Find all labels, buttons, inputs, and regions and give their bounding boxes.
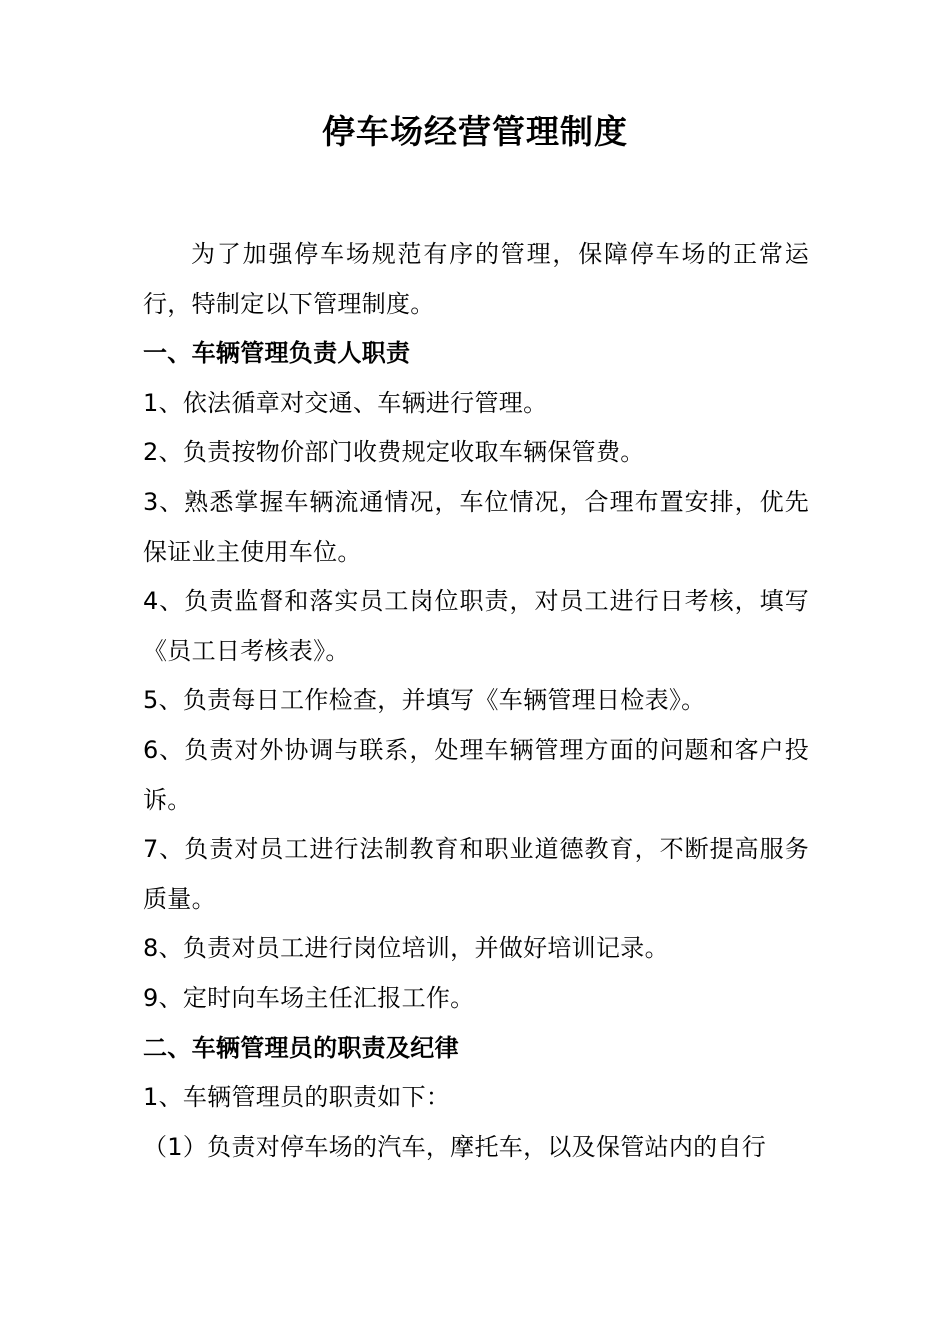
section1-item-8: 8、负责对员工进行岗位培训，并做好培训记录。 [143, 934, 669, 963]
section2-item-1: 1、车辆管理员的职责如下： [143, 1083, 451, 1112]
document-body [143, 230, 809, 1172]
intro-paragraph: 为了加强停车场规范有序的管理，保障停车场的正常运行，特制定以下管理制度。 [143, 240, 809, 318]
document-title: 停车场经营管理制度 [322, 112, 628, 151]
section1-item-7: 7、负责对员工进行法制教育和职业道德教育，不断提高服务质量。 [143, 835, 809, 913]
section1-item-1: 1、依法循章对交通、车辆进行管理。 [143, 388, 548, 417]
section1-item-9: 9、定时向车场主任汇报工作。 [143, 983, 475, 1012]
section-heading-1: 一、车辆管理负责人职责 [143, 339, 411, 368]
section-heading-2: 二、车辆管理员的职责及纪律 [143, 1033, 459, 1062]
section1-item-2: 2、负责按物价部门收费规定收取车辆保管费。 [143, 438, 645, 467]
section2-item-2: （1）负责对停车场的汽车，摩托车，以及保管站内的自行 [143, 1132, 767, 1161]
section1-item-4: 4、负责监督和落实员工岗位职责，对员工进行日考核，填写《员工日考核表》。 [143, 587, 809, 665]
section1-item-5: 5、负责每日工作检查，并填写《车辆管理日检表》。 [143, 686, 706, 715]
section1-item-6: 6、负责对外协调与联系，处理车辆管理方面的问题和客户投诉。 [143, 735, 809, 814]
section1-item-3: 3、熟悉掌握车辆流通情况，车位情况，合理布置安排，优先保证业主使用车位。 [143, 487, 809, 566]
